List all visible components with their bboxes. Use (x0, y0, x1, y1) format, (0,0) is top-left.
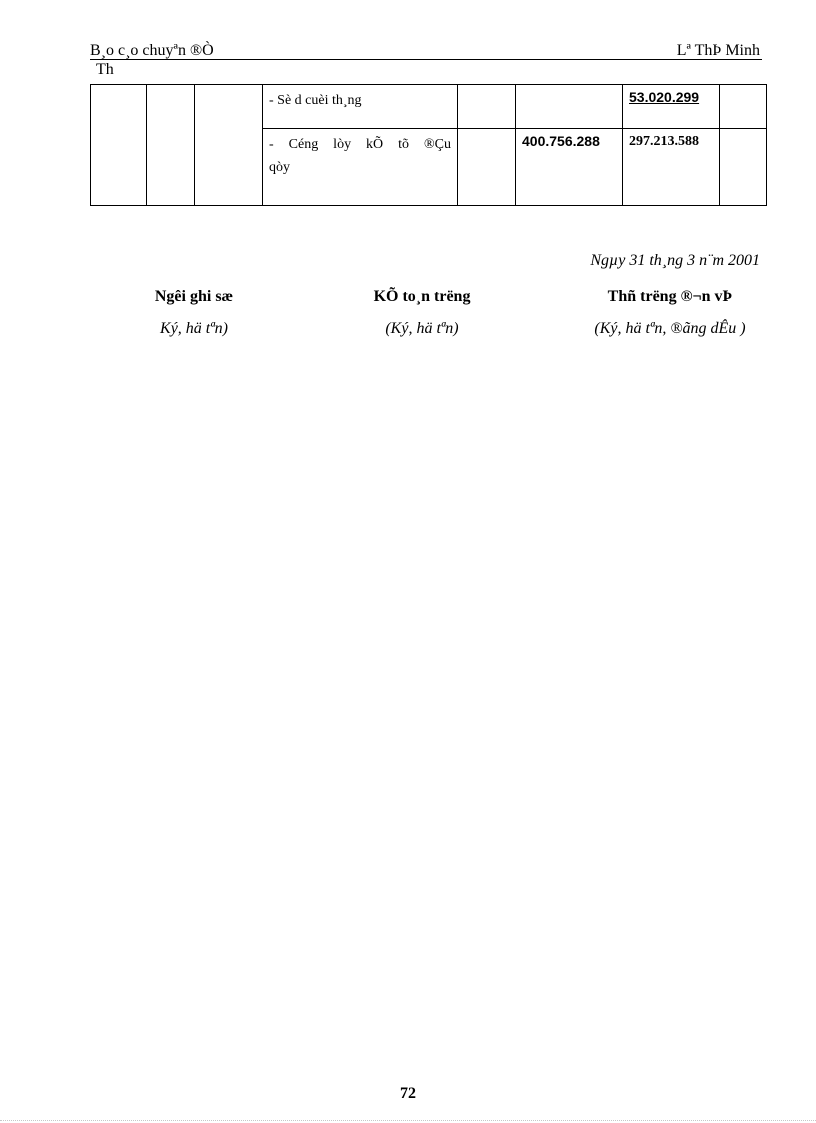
table-cell (458, 85, 516, 129)
table-cell (720, 129, 767, 206)
row-label-line-1: - Céng lòy kÕ tõ ®Çu (269, 137, 451, 152)
row-value-b: 53.020.299 (623, 85, 720, 129)
table-cell (147, 85, 195, 206)
table-cell (720, 85, 767, 129)
page-bottom-divider (0, 1120, 816, 1121)
page-number: 72 (400, 1085, 416, 1102)
signature-chief-accountant (312, 288, 532, 338)
signature-note: (Ký, hä tªn) (385, 320, 459, 337)
signature-title: Ngêi ghi sæ (154, 288, 234, 305)
signature-title: Thñ trëng ®¬n vÞ (607, 288, 733, 305)
header-author: Lª ThÞ Minh (676, 42, 760, 59)
header-report-title: B¸o c¸o chuyªn ®Ò (90, 42, 214, 59)
row-label (263, 129, 458, 206)
row-value-b: 297.213.588 (623, 129, 720, 206)
row-label-line-2: qòy (269, 160, 290, 175)
ledger-table (90, 84, 767, 206)
header-continuation: Th (96, 61, 114, 78)
signature-note: (Ký, hä tªn, ®ãng dÊu ) (594, 320, 746, 337)
table-cell (458, 129, 516, 206)
signature-title: KÕ to¸n trëng (373, 288, 471, 305)
signature-unit-head (560, 288, 780, 338)
signature-note: Ký, hä tªn) (160, 320, 228, 337)
date-line: Ngµy 31 th¸ng 3 n¨m 2001 (590, 252, 760, 269)
row-value-a (516, 85, 623, 129)
table-row (91, 85, 767, 129)
header-rule (90, 59, 762, 60)
row-value-a: 400.756.288 (516, 129, 623, 206)
signature-recorder (84, 288, 304, 338)
row-label: - Sè d cuèi th¸ng (263, 85, 458, 129)
table-cell (195, 85, 263, 206)
table-cell (91, 85, 147, 206)
